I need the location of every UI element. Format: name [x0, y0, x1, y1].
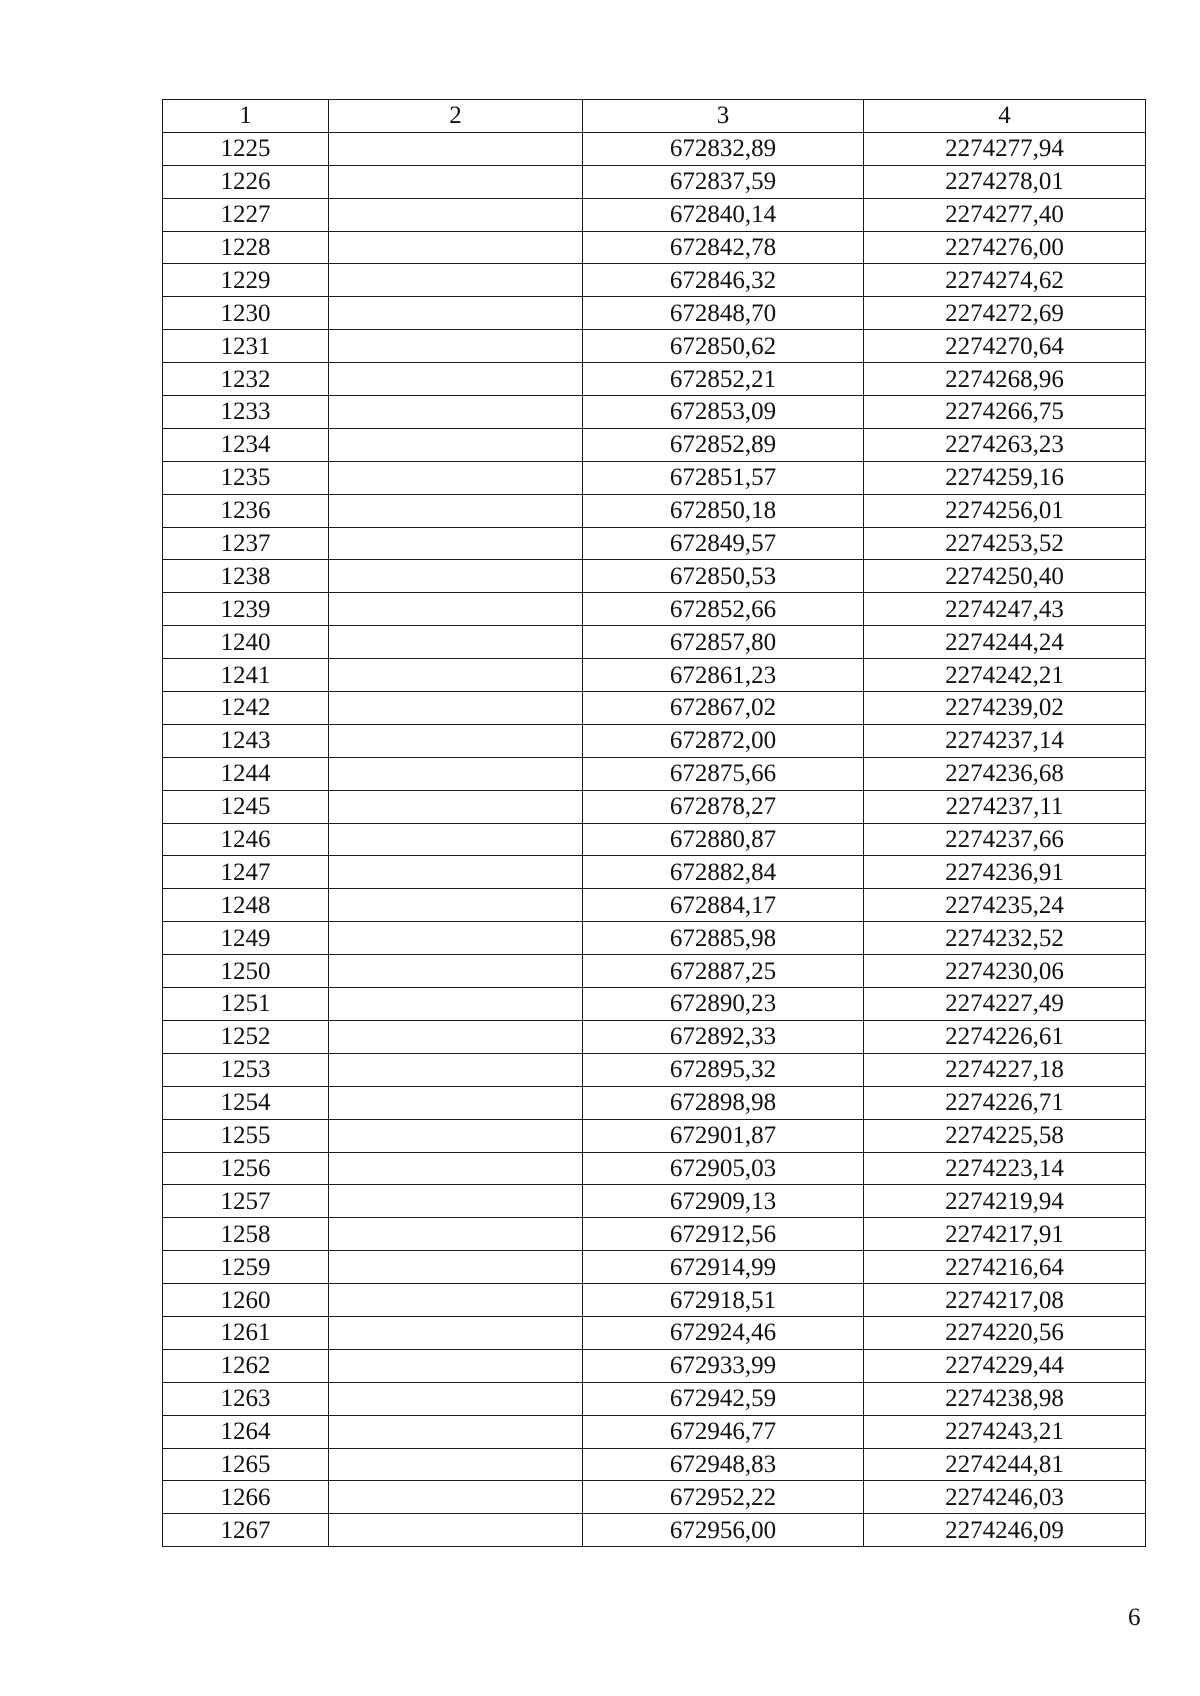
empty-cell [329, 790, 583, 823]
x-coordinate-cell: 672905,03 [583, 1152, 864, 1185]
y-coordinate-cell: 2274237,11 [864, 790, 1146, 823]
y-coordinate-cell: 2274274,62 [864, 264, 1146, 297]
table-row [163, 560, 1146, 593]
y-coordinate-cell: 2274276,00 [864, 231, 1146, 264]
x-coordinate-cell: 672840,14 [583, 198, 864, 231]
empty-cell [329, 1119, 583, 1152]
empty-cell [329, 1382, 583, 1415]
y-coordinate-cell: 2274259,16 [864, 461, 1146, 494]
y-coordinate-cell: 2274272,69 [864, 297, 1146, 330]
y-coordinate-cell: 2274226,61 [864, 1020, 1146, 1053]
empty-cell [329, 494, 583, 527]
y-coordinate-cell: 2274268,96 [864, 363, 1146, 396]
point-number-cell: 1227 [163, 198, 329, 231]
table-row [163, 1218, 1146, 1251]
point-number-cell: 1228 [163, 231, 329, 264]
point-number-cell: 1231 [163, 330, 329, 363]
point-number-cell: 1226 [163, 165, 329, 198]
x-coordinate-cell: 672882,84 [583, 856, 864, 889]
table-row [163, 428, 1146, 461]
empty-cell [329, 1251, 583, 1284]
table-row [163, 330, 1146, 363]
empty-cell [329, 1415, 583, 1448]
point-number-cell: 1242 [163, 692, 329, 725]
empty-cell [329, 1284, 583, 1317]
coordinates-table-body [163, 100, 1146, 1547]
table-row [163, 790, 1146, 823]
y-coordinate-cell: 2274244,24 [864, 626, 1146, 659]
empty-cell [329, 132, 583, 165]
table-row [163, 1119, 1146, 1152]
empty-cell [329, 724, 583, 757]
table-row [163, 1284, 1146, 1317]
table-row [163, 1514, 1146, 1547]
x-coordinate-cell: 672852,89 [583, 428, 864, 461]
point-number-cell: 1251 [163, 988, 329, 1021]
point-number-cell: 1234 [163, 428, 329, 461]
y-coordinate-cell: 2274239,02 [864, 692, 1146, 725]
x-coordinate-cell: 672872,00 [583, 724, 864, 757]
empty-cell [329, 396, 583, 429]
point-number-cell: 1247 [163, 856, 329, 889]
table-row [163, 1053, 1146, 1086]
table-row [163, 856, 1146, 889]
y-coordinate-cell: 2274216,64 [864, 1251, 1146, 1284]
x-coordinate-cell: 672912,56 [583, 1218, 864, 1251]
y-coordinate-cell: 2274227,49 [864, 988, 1146, 1021]
empty-cell [329, 922, 583, 955]
x-coordinate-cell: 672861,23 [583, 659, 864, 692]
table-row [163, 527, 1146, 560]
x-coordinate-cell: 672952,22 [583, 1481, 864, 1514]
y-coordinate-cell: 2274266,75 [864, 396, 1146, 429]
x-coordinate-cell: 672909,13 [583, 1185, 864, 1218]
table-header-row [163, 100, 1146, 133]
y-coordinate-cell: 2274217,91 [864, 1218, 1146, 1251]
y-coordinate-cell: 2274253,52 [864, 527, 1146, 560]
page-number: 6 [1128, 1604, 1141, 1631]
table-row [163, 724, 1146, 757]
empty-cell [329, 363, 583, 396]
empty-cell [329, 856, 583, 889]
y-coordinate-cell: 2274246,03 [864, 1481, 1146, 1514]
x-coordinate-cell: 672852,66 [583, 593, 864, 626]
point-number-cell: 1237 [163, 527, 329, 560]
x-coordinate-cell: 672832,89 [583, 132, 864, 165]
x-coordinate-cell: 672924,46 [583, 1316, 864, 1349]
x-coordinate-cell: 672850,53 [583, 560, 864, 593]
y-coordinate-cell: 2274237,66 [864, 823, 1146, 856]
empty-cell [329, 231, 583, 264]
table-row [163, 1349, 1146, 1382]
point-number-cell: 1252 [163, 1020, 329, 1053]
x-coordinate-cell: 672850,18 [583, 494, 864, 527]
empty-cell [329, 560, 583, 593]
empty-cell [329, 198, 583, 231]
point-number-cell: 1235 [163, 461, 329, 494]
table-row [163, 363, 1146, 396]
table-row [163, 1316, 1146, 1349]
x-coordinate-cell: 672884,17 [583, 889, 864, 922]
y-coordinate-cell: 2274278,01 [864, 165, 1146, 198]
x-coordinate-cell: 672892,33 [583, 1020, 864, 1053]
point-number-cell: 1267 [163, 1514, 329, 1547]
x-coordinate-cell: 672852,21 [583, 363, 864, 396]
header-cell-4: 4 [864, 100, 1146, 133]
y-coordinate-cell: 2274226,71 [864, 1086, 1146, 1119]
y-coordinate-cell: 2274227,18 [864, 1053, 1146, 1086]
table-row [163, 132, 1146, 165]
empty-cell [329, 428, 583, 461]
table-row [163, 1382, 1146, 1415]
point-number-cell: 1233 [163, 396, 329, 429]
table-row [163, 494, 1146, 527]
table-row [163, 1020, 1146, 1053]
point-number-cell: 1263 [163, 1382, 329, 1415]
empty-cell [329, 330, 583, 363]
header-cell-3: 3 [583, 100, 864, 133]
empty-cell [329, 1053, 583, 1086]
point-number-cell: 1259 [163, 1251, 329, 1284]
y-coordinate-cell: 2274229,44 [864, 1349, 1146, 1382]
point-number-cell: 1241 [163, 659, 329, 692]
empty-cell [329, 1086, 583, 1119]
x-coordinate-cell: 672875,66 [583, 757, 864, 790]
empty-cell [329, 297, 583, 330]
y-coordinate-cell: 2274230,06 [864, 955, 1146, 988]
x-coordinate-cell: 672901,87 [583, 1119, 864, 1152]
table-row [163, 198, 1146, 231]
x-coordinate-cell: 672850,62 [583, 330, 864, 363]
table-row [163, 757, 1146, 790]
point-number-cell: 1238 [163, 560, 329, 593]
x-coordinate-cell: 672956,00 [583, 1514, 864, 1547]
y-coordinate-cell: 2274225,58 [864, 1119, 1146, 1152]
empty-cell [329, 165, 583, 198]
point-number-cell: 1250 [163, 955, 329, 988]
y-coordinate-cell: 2274277,40 [864, 198, 1146, 231]
x-coordinate-cell: 672842,78 [583, 231, 864, 264]
point-number-cell: 1254 [163, 1086, 329, 1119]
table-row [163, 955, 1146, 988]
point-number-cell: 1225 [163, 132, 329, 165]
x-coordinate-cell: 672895,32 [583, 1053, 864, 1086]
y-coordinate-cell: 2274244,81 [864, 1448, 1146, 1481]
x-coordinate-cell: 672878,27 [583, 790, 864, 823]
point-number-cell: 1245 [163, 790, 329, 823]
empty-cell [329, 1020, 583, 1053]
y-coordinate-cell: 2274223,14 [864, 1152, 1146, 1185]
x-coordinate-cell: 672848,70 [583, 297, 864, 330]
x-coordinate-cell: 672948,83 [583, 1448, 864, 1481]
point-number-cell: 1264 [163, 1415, 329, 1448]
point-number-cell: 1244 [163, 757, 329, 790]
empty-cell [329, 1152, 583, 1185]
y-coordinate-cell: 2274235,24 [864, 889, 1146, 922]
table-row [163, 1481, 1146, 1514]
table-row [163, 264, 1146, 297]
x-coordinate-cell: 672857,80 [583, 626, 864, 659]
point-number-cell: 1266 [163, 1481, 329, 1514]
x-coordinate-cell: 672867,02 [583, 692, 864, 725]
empty-cell [329, 1514, 583, 1547]
point-number-cell: 1256 [163, 1152, 329, 1185]
table-row [163, 593, 1146, 626]
empty-cell [329, 823, 583, 856]
table-row [163, 1415, 1146, 1448]
point-number-cell: 1239 [163, 593, 329, 626]
empty-cell [329, 461, 583, 494]
table-row [163, 1086, 1146, 1119]
point-number-cell: 1265 [163, 1448, 329, 1481]
table-row [163, 231, 1146, 264]
header-cell-2: 2 [329, 100, 583, 133]
point-number-cell: 1232 [163, 363, 329, 396]
empty-cell [329, 692, 583, 725]
header-cell-1: 1 [163, 100, 329, 133]
x-coordinate-cell: 672898,98 [583, 1086, 864, 1119]
point-number-cell: 1255 [163, 1119, 329, 1152]
empty-cell [329, 1316, 583, 1349]
point-number-cell: 1248 [163, 889, 329, 922]
empty-cell [329, 527, 583, 560]
x-coordinate-cell: 672880,87 [583, 823, 864, 856]
y-coordinate-cell: 2274263,23 [864, 428, 1146, 461]
x-coordinate-cell: 672933,99 [583, 1349, 864, 1382]
point-number-cell: 1246 [163, 823, 329, 856]
x-coordinate-cell: 672918,51 [583, 1284, 864, 1317]
point-number-cell: 1261 [163, 1316, 329, 1349]
x-coordinate-cell: 672853,09 [583, 396, 864, 429]
table-row [163, 1251, 1146, 1284]
table-row [163, 165, 1146, 198]
point-number-cell: 1230 [163, 297, 329, 330]
point-number-cell: 1262 [163, 1349, 329, 1382]
table-row [163, 1185, 1146, 1218]
table-row [163, 1152, 1146, 1185]
point-number-cell: 1257 [163, 1185, 329, 1218]
point-number-cell: 1243 [163, 724, 329, 757]
table-row [163, 297, 1146, 330]
x-coordinate-cell: 672890,23 [583, 988, 864, 1021]
table-row [163, 626, 1146, 659]
empty-cell [329, 955, 583, 988]
empty-cell [329, 264, 583, 297]
empty-cell [329, 1481, 583, 1514]
y-coordinate-cell: 2274270,64 [864, 330, 1146, 363]
y-coordinate-cell: 2274247,43 [864, 593, 1146, 626]
empty-cell [329, 889, 583, 922]
y-coordinate-cell: 2274236,91 [864, 856, 1146, 889]
empty-cell [329, 1185, 583, 1218]
y-coordinate-cell: 2274220,56 [864, 1316, 1146, 1349]
empty-cell [329, 1448, 583, 1481]
y-coordinate-cell: 2274219,94 [864, 1185, 1146, 1218]
point-number-cell: 1236 [163, 494, 329, 527]
y-coordinate-cell: 2274277,94 [864, 132, 1146, 165]
x-coordinate-cell: 672846,32 [583, 264, 864, 297]
x-coordinate-cell: 672887,25 [583, 955, 864, 988]
table-row [163, 396, 1146, 429]
x-coordinate-cell: 672851,57 [583, 461, 864, 494]
empty-cell [329, 593, 583, 626]
empty-cell [329, 659, 583, 692]
coordinates-table [162, 99, 1146, 1547]
x-coordinate-cell: 672849,57 [583, 527, 864, 560]
table-row [163, 461, 1146, 494]
table-row [163, 823, 1146, 856]
point-number-cell: 1260 [163, 1284, 329, 1317]
x-coordinate-cell: 672942,59 [583, 1382, 864, 1415]
table-row [163, 1448, 1146, 1481]
table-row [163, 889, 1146, 922]
table-row [163, 922, 1146, 955]
point-number-cell: 1249 [163, 922, 329, 955]
x-coordinate-cell: 672885,98 [583, 922, 864, 955]
table-row [163, 988, 1146, 1021]
y-coordinate-cell: 2274232,52 [864, 922, 1146, 955]
y-coordinate-cell: 2274242,21 [864, 659, 1146, 692]
point-number-cell: 1258 [163, 1218, 329, 1251]
empty-cell [329, 1349, 583, 1382]
table-row [163, 692, 1146, 725]
table-row [163, 659, 1146, 692]
x-coordinate-cell: 672837,59 [583, 165, 864, 198]
empty-cell [329, 626, 583, 659]
x-coordinate-cell: 672914,99 [583, 1251, 864, 1284]
y-coordinate-cell: 2274238,98 [864, 1382, 1146, 1415]
empty-cell [329, 757, 583, 790]
empty-cell [329, 1218, 583, 1251]
point-number-cell: 1229 [163, 264, 329, 297]
y-coordinate-cell: 2274237,14 [864, 724, 1146, 757]
x-coordinate-cell: 672946,77 [583, 1415, 864, 1448]
point-number-cell: 1253 [163, 1053, 329, 1086]
y-coordinate-cell: 2274217,08 [864, 1284, 1146, 1317]
point-number-cell: 1240 [163, 626, 329, 659]
y-coordinate-cell: 2274236,68 [864, 757, 1146, 790]
y-coordinate-cell: 2274256,01 [864, 494, 1146, 527]
empty-cell [329, 988, 583, 1021]
y-coordinate-cell: 2274250,40 [864, 560, 1146, 593]
y-coordinate-cell: 2274243,21 [864, 1415, 1146, 1448]
y-coordinate-cell: 2274246,09 [864, 1514, 1146, 1547]
